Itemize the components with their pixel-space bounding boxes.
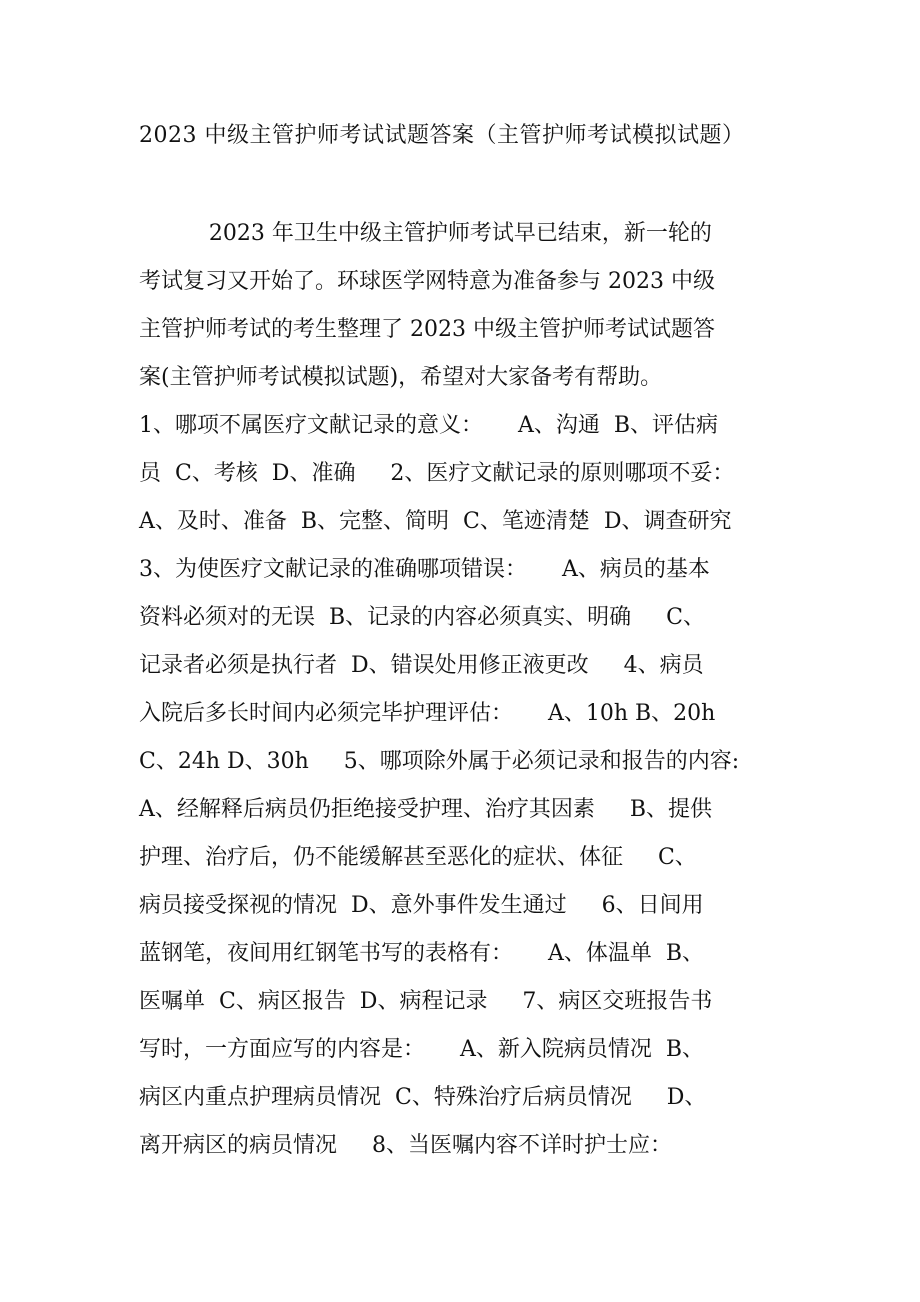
body-line: 记录者必须是执行者 D、错误处用修正液更改 4、病员 xyxy=(139,653,704,678)
body-line: 考试复习又开始了。环球医学网特意为准备参与 2023 中级 xyxy=(139,269,715,294)
body-line: 入院后多长时间内必须完毕护理评估： A、10h B、20h xyxy=(139,701,716,726)
body-line: 护理、治疗后，仍不能缓解甚至恶化的症状、体征 C、 xyxy=(139,845,697,870)
body-line: A、及时、准备 B、完整、简明 C、笔迹清楚 D、调查研究 xyxy=(139,509,732,534)
body-line: 病区内重点护理病员情况 C、特殊治疗后病员情况 D、 xyxy=(139,1085,707,1110)
body-line: 病员接受探视的情况 D、意外事件发生通过 6、日间用 xyxy=(139,893,704,918)
body-line: 2023 年卫生中级主管护师考试早已结束，新一轮的 xyxy=(139,221,712,246)
body-line: C、24h D、30h 5、哪项除外属于必须记录和报告的内容: xyxy=(139,749,740,774)
body-line: 员 C、考核 D、准确 2、医疗文献记录的原则哪项不妥： xyxy=(139,461,735,486)
body-line: 案(主管护师考试模拟试题)，希望对大家备考有帮助。 xyxy=(139,365,663,390)
body-line: 写时，一方面应写的内容是： A、新入院病员情况 B、 xyxy=(139,1037,705,1062)
body-line: A、经解释后病员仍拒绝接受护理、治疗其因素 B、提供 xyxy=(139,797,713,822)
body-line: 离开病区的病员情况 8、当医嘱内容不详时护士应： xyxy=(139,1133,672,1158)
body-line: 医嘱单 C、病区报告 D、病程记录 7、病区交班报告书 xyxy=(139,989,713,1014)
body-line: 资料必须对的无误 B、记录的内容必须真实、明确 C、 xyxy=(139,605,705,630)
body-line: 蓝钢笔，夜间用红钢笔书写的表格有： A、体温单 B、 xyxy=(139,941,705,966)
body-line: 1、哪项不属医疗文献记录的意义： A、沟通 B、评估病 xyxy=(139,413,719,438)
body-line: 3、为使医疗文献记录的准确哪项错误： A、病员的基本 xyxy=(139,557,710,582)
body-line: 主管护师考试的考生整理了 2023 中级主管护师考试试题答 xyxy=(139,317,715,342)
document-title: 2023 中级主管护师考试试题答案（主管护师考试模拟试题） xyxy=(139,123,745,148)
